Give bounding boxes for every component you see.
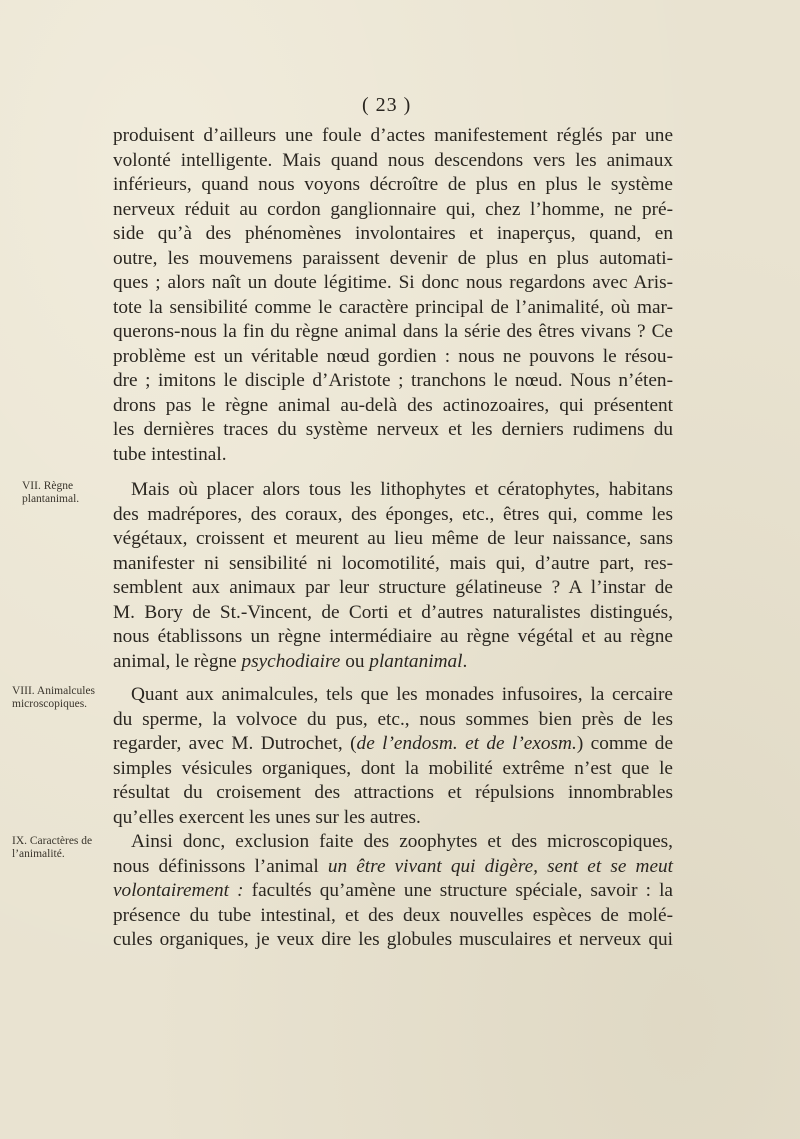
text-line: nerveux réduit au cordon ganglionnaire qui, chez l’homme, ne pré- xyxy=(113,198,673,220)
text-line: Ainsi donc, exclusion faite des zoophytes et des microscopiques, xyxy=(131,831,673,852)
text-fragment: ) comme de xyxy=(576,733,674,754)
text-fragment: . xyxy=(462,650,468,672)
text-line: nous établissons un règne intermédiaire au règne végétal et au règne xyxy=(113,626,673,647)
text-fragment: animal, le règne xyxy=(113,650,242,672)
margin-note-line: l’animalité. xyxy=(12,848,65,860)
text-line: dre ; imitons le disciple d’Aristote ; tranchons le nœud. Nous n’éten- xyxy=(113,370,673,391)
paragraph-2 xyxy=(113,478,673,674)
text-line xyxy=(113,879,673,904)
text-line: inférieurs, quand nous voyons décroître de plus en plus le système xyxy=(113,174,673,195)
text-line: volonté intelligente. Mais quand nous descendons vers les animaux xyxy=(113,149,673,171)
text-fragment: ou xyxy=(340,650,370,672)
margin-note-animalite xyxy=(12,835,110,861)
text-line: semblent aux animaux par leur structure gélatineuse ? A l’instar de xyxy=(113,577,673,598)
text-line: Mais où placer alors tous les lithophytes et cératophytes, habitans xyxy=(131,479,673,500)
text-line: ques ; alors naît un doute légitime. Si donc nous regardons avec Aris- xyxy=(113,272,673,293)
paragraph-1 xyxy=(113,124,673,467)
text-line xyxy=(113,650,673,675)
text-line: Quant aux animalcules, tels que les monades infusoires, la cercaire xyxy=(131,684,673,705)
text-line: tube intestinal. xyxy=(113,443,227,465)
text-line: cules organiques, je veux dire les globules musculaires et nerveux qui xyxy=(113,929,673,950)
text-line: problème est un véritable nœud gordien : nous ne pouvons le résou- xyxy=(113,345,673,367)
text-fragment: regarder, avec M. Dutrochet, ( xyxy=(113,733,357,754)
italic-definition: volontairement : xyxy=(113,880,244,901)
paragraph-4 xyxy=(113,830,673,953)
text-line: végétaux, croissent et meurent au lieu même de leur naissance, sans xyxy=(113,528,673,549)
text-line: des madrépores, des coraux, des éponges, etc., êtres qui, comme les xyxy=(113,503,673,525)
text-line: M. Bory de St.-Vincent, de Corti et d’autres naturalistes distingués, xyxy=(113,601,673,623)
text-line xyxy=(113,732,673,757)
margin-note-line: microscopiques. xyxy=(12,698,88,710)
text-line: simples vésicules organiques, dont la mobilité extrême n’est que le xyxy=(113,757,673,779)
text-line: les dernières traces du système nerveux et les derniers rudimens du xyxy=(113,419,673,440)
text-fragment: facultés qu’amène une structure spéciale, savoir : la xyxy=(243,880,673,901)
text-line: produisent d’ailleurs une foule d’actes manifestement réglés par une xyxy=(113,125,673,146)
margin-note-line: VIII. Animalcules xyxy=(12,685,96,697)
text-line: du sperme, la volvoce du pus, etc., nous sommes bien près de les xyxy=(113,708,673,730)
margin-note-line: IX. Caractères de xyxy=(12,835,93,847)
margin-note-plantanimal xyxy=(22,480,120,506)
text-fragment: nous définissons l’animal xyxy=(113,855,328,877)
text-line: tote la sensibilité comme le caractère principal de l’animalité, où mar- xyxy=(113,296,673,318)
text-line: drons pas le règne animal au-delà des actinozoaires, qui présentent xyxy=(113,394,673,416)
text-line: présence du tube intestinal, et des deux nouvelles espèces de molé- xyxy=(113,904,673,926)
text-line: manifester ni sensibilité ni locomotilité, mais qui, d’autre part, res- xyxy=(113,552,673,574)
page-number: ( 23 ) xyxy=(362,94,412,116)
text-line: querons-nous la fin du règne animal dans la série des êtres vivans ? Ce xyxy=(113,321,673,342)
italic-definition: un être vivant qui digère, sent et se meut xyxy=(327,855,674,877)
text-line: side qu’à des phénomènes involontaires et inaperçus, quand, en xyxy=(113,223,673,244)
italic-term: plantanimal xyxy=(369,650,463,672)
text-line: outre, les mouvemens paraissent devenir de plus en plus automati- xyxy=(113,247,673,269)
margin-note-line: plantanimal. xyxy=(22,493,80,505)
italic-term: psychodiaire xyxy=(241,650,341,672)
text-line: qu’elles exercent les unes sur les autres. xyxy=(113,806,421,828)
text-line xyxy=(113,855,673,880)
text-line: résultat du croisement des attractions et répulsions innombrables xyxy=(113,782,673,803)
paragraph-3 xyxy=(113,683,673,830)
margin-note-animalcules xyxy=(12,685,110,711)
italic-citation: de l’endosm. et de l’exosm. xyxy=(356,733,577,754)
margin-note-line: VII. Règne xyxy=(22,480,74,492)
